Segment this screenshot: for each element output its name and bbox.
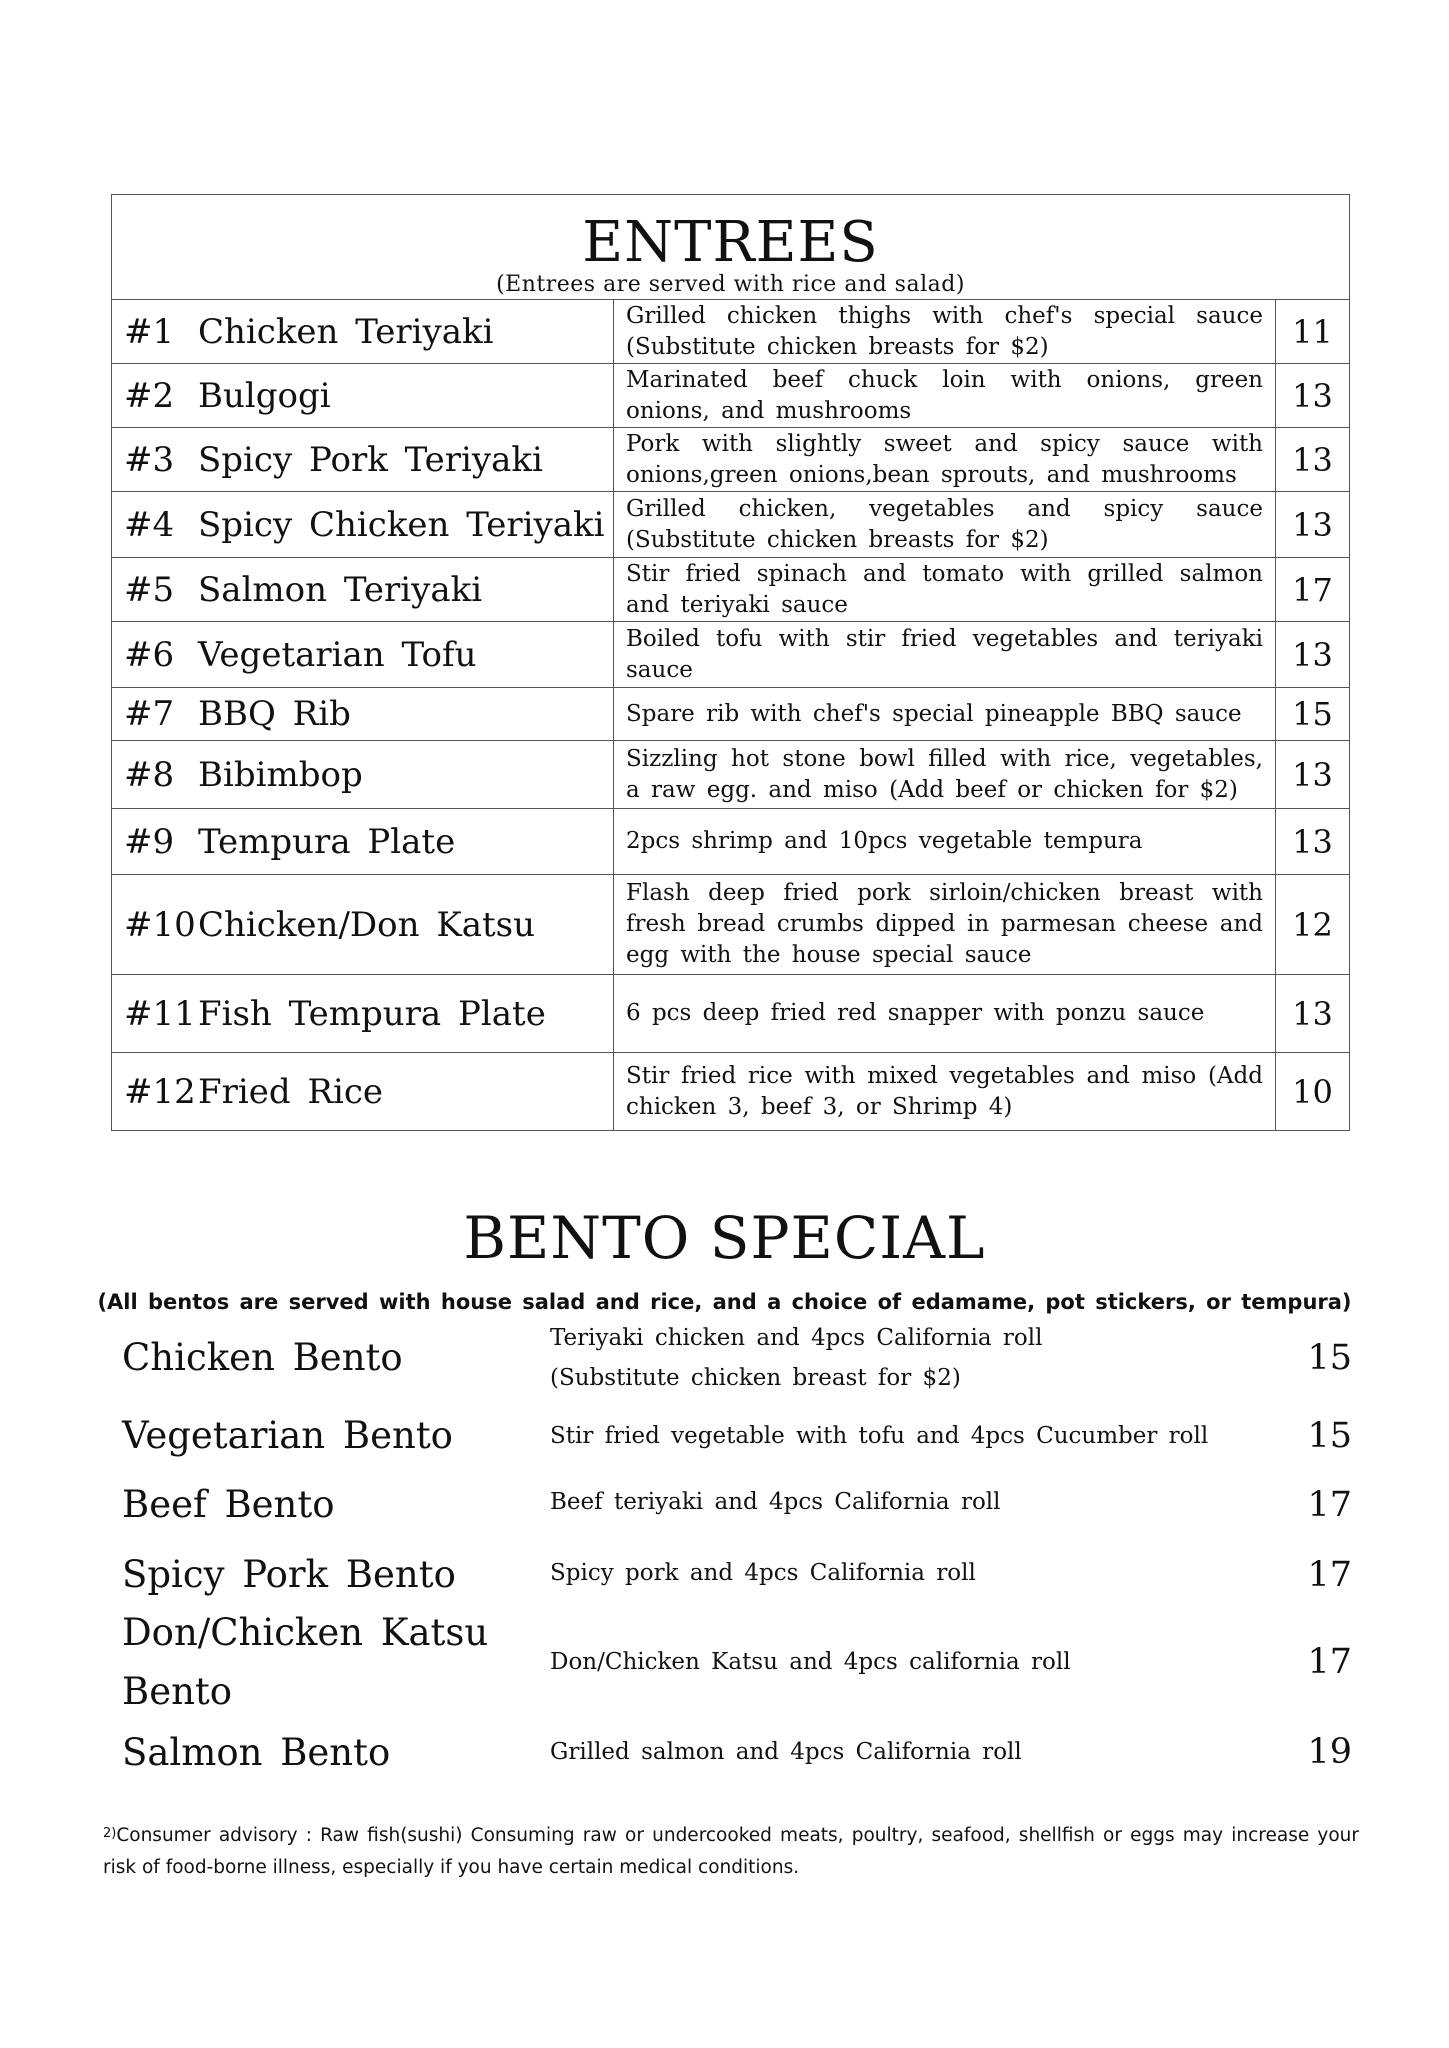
bento-name: Vegetarian Bento — [122, 1414, 453, 1457]
entree-description: 6 pcs deep fried red snapper with ponzu sauce — [614, 975, 1276, 1053]
entree-description: Grilled chicken thighs with chef's special sauce (Substitute chicken breasts for $2) — [614, 300, 1276, 364]
bento-item — [122, 1318, 1352, 1398]
entree-price: 13 — [1276, 622, 1350, 688]
advisory-footnote-mark: 2) — [103, 1826, 117, 1841]
bento-item — [122, 1604, 1352, 1722]
bento-item — [122, 1724, 1352, 1784]
entree-number: #2 — [124, 375, 175, 416]
bento-subtitle: (All bentos are served with house salad and rice, and a choice of edamame, pot stickers, or tempura) — [97, 1290, 1352, 1314]
entree-name-cell — [112, 492, 614, 558]
entree-name: Chicken/Don Katsu — [198, 904, 536, 945]
entree-price: 13 — [1276, 809, 1350, 875]
entree-name-cell — [112, 364, 614, 428]
entree-number: #4 — [124, 504, 175, 545]
bento-item — [122, 1546, 1352, 1606]
entree-name: Tempura Plate — [198, 821, 456, 862]
entree-description: Grilled chicken, vegetables and spicy sauce (Substitute chicken breasts for $2) — [614, 492, 1276, 558]
entree-name: Vegetarian Tofu — [198, 634, 477, 675]
bento-price: 15 — [1307, 1338, 1352, 1378]
entree-name: Salmon Teriyaki — [198, 569, 483, 610]
entree-number: #6 — [124, 634, 175, 675]
entree-price: 13 — [1276, 364, 1350, 428]
entree-name-cell — [112, 558, 614, 622]
bento-description: Spicy pork and 4pcs California roll — [550, 1560, 976, 1586]
bento-title: BENTO SPECIAL — [463, 1204, 986, 1272]
entree-price: 15 — [1276, 688, 1350, 741]
entree-number: #8 — [124, 754, 175, 795]
entree-price: 17 — [1276, 558, 1350, 622]
entree-price: 13 — [1276, 975, 1350, 1053]
entree-description: Sizzling hot stone bowl filled with rice, vegetables, a raw egg. and miso (Add beef or chicken for $2) — [614, 741, 1276, 809]
entree-name: BBQ Rib — [198, 694, 351, 734]
entree-row — [112, 558, 1350, 622]
entree-row — [112, 622, 1350, 688]
bento-name-line1: Don/Chicken Katsu — [122, 1611, 489, 1654]
entrees-table — [111, 194, 1350, 1131]
entree-number: #7 — [124, 694, 175, 734]
entree-row — [112, 492, 1350, 558]
entree-row — [112, 428, 1350, 492]
entree-name-cell — [112, 688, 614, 741]
bento-price: 17 — [1307, 1642, 1352, 1682]
entree-name-cell — [112, 1053, 614, 1131]
entree-description: Flash deep fried pork sirloin/chicken breast with fresh bread crumbs dipped in parmesan cheese and egg with the house special sauce — [614, 875, 1276, 975]
entree-name-cell — [112, 975, 614, 1053]
entree-row — [112, 741, 1350, 809]
bento-item — [122, 1476, 1352, 1536]
entree-name: Bulgogi — [198, 375, 331, 416]
entree-name: Spicy Pork Teriyaki — [198, 439, 543, 480]
bento-name: Salmon Bento — [122, 1731, 391, 1774]
bento-description: Grilled salmon and 4pcs California roll — [550, 1739, 1022, 1765]
bento-item — [122, 1407, 1352, 1467]
entree-description: Pork with slightly sweet and spicy sauce with onions,green onions,bean sprouts, and mushrooms — [614, 428, 1276, 492]
bento-name-line2: Bento — [122, 1670, 233, 1713]
entree-number: #5 — [124, 569, 175, 610]
bento-name: Beef Bento — [122, 1483, 335, 1526]
entree-number: #9 — [124, 821, 175, 862]
entree-number: #1 — [124, 311, 175, 352]
entree-name-cell — [112, 741, 614, 809]
entree-price: 13 — [1276, 428, 1350, 492]
entree-row — [112, 364, 1350, 428]
entree-row — [112, 809, 1350, 875]
entree-name-cell — [112, 875, 614, 975]
entree-name-cell — [112, 300, 614, 364]
entrees-header-row — [112, 195, 1350, 300]
entree-name-cell — [112, 428, 614, 492]
entree-name: Fish Tempura Plate — [198, 993, 546, 1034]
entree-number: #10 — [124, 904, 196, 945]
entree-description: Stir fried spinach and tomato with grilled salmon and teriyaki sauce — [614, 558, 1276, 622]
entree-row — [112, 300, 1350, 364]
advisory-text: Consumer advisory : Raw fish(sushi) Consuming raw or undercooked meats, poultry, seafood, shellfish or eggs may increase your risk of food-borne illness, especially if you have certain medical conditions. — [103, 1825, 1359, 1878]
entree-name-cell — [112, 622, 614, 688]
entree-name: Fried Rice — [198, 1071, 384, 1112]
entree-number: #3 — [124, 439, 175, 480]
bento-description-line2: (Substitute chicken breast for $2) — [550, 1365, 961, 1391]
bento-description: Beef teriyaki and 4pcs California roll — [550, 1489, 1001, 1515]
bento-description-line1: Teriyaki chicken and 4pcs California roll — [550, 1325, 1043, 1351]
entree-description: Spare rib with chef's special pineapple BBQ sauce — [614, 688, 1276, 741]
entree-description: 2pcs shrimp and 10pcs vegetable tempura — [614, 809, 1276, 875]
entree-row — [112, 1053, 1350, 1131]
bento-price: 17 — [1307, 1485, 1352, 1525]
bento-name: Spicy Pork Bento — [122, 1553, 456, 1596]
entrees-title: ENTREES — [582, 210, 879, 275]
entree-price: 12 — [1276, 875, 1350, 975]
entree-price: 13 — [1276, 741, 1350, 809]
entree-name: Chicken Teriyaki — [198, 311, 494, 352]
bento-price: 15 — [1307, 1416, 1352, 1456]
entrees-header — [112, 195, 1350, 300]
entree-price: 11 — [1276, 300, 1350, 364]
entree-row — [112, 975, 1350, 1053]
bento-name: Chicken Bento — [122, 1336, 403, 1379]
entree-row — [112, 688, 1350, 741]
entree-name: Bibimbop — [198, 754, 363, 795]
bento-description: Don/Chicken Katsu and 4pcs california roll — [550, 1649, 1071, 1675]
entree-description: Stir fried rice with mixed vegetables and miso (Add chicken 3, beef 3, or Shrimp 4) — [614, 1053, 1276, 1131]
entree-name-cell — [112, 809, 614, 875]
entree-description: Boiled tofu with stir fried vegetables and teriyaki sauce — [614, 622, 1276, 688]
bento-price: 19 — [1307, 1732, 1352, 1772]
entree-number: #12 — [124, 1071, 196, 1112]
entree-row — [112, 875, 1350, 975]
entree-price: 13 — [1276, 492, 1350, 558]
entree-number: #11 — [124, 993, 196, 1034]
entrees-subtitle: (Entrees are served with rice and salad) — [496, 272, 965, 297]
consumer-advisory — [103, 1818, 1359, 1884]
entree-description: Marinated beef chuck loin with onions, green onions, and mushrooms — [614, 364, 1276, 428]
entree-name: Spicy Chicken Teriyaki — [198, 504, 605, 545]
bento-description: Stir fried vegetable with tofu and 4pcs Cucumber roll — [550, 1423, 1209, 1449]
entree-price: 10 — [1276, 1053, 1350, 1131]
bento-price: 17 — [1307, 1555, 1352, 1595]
